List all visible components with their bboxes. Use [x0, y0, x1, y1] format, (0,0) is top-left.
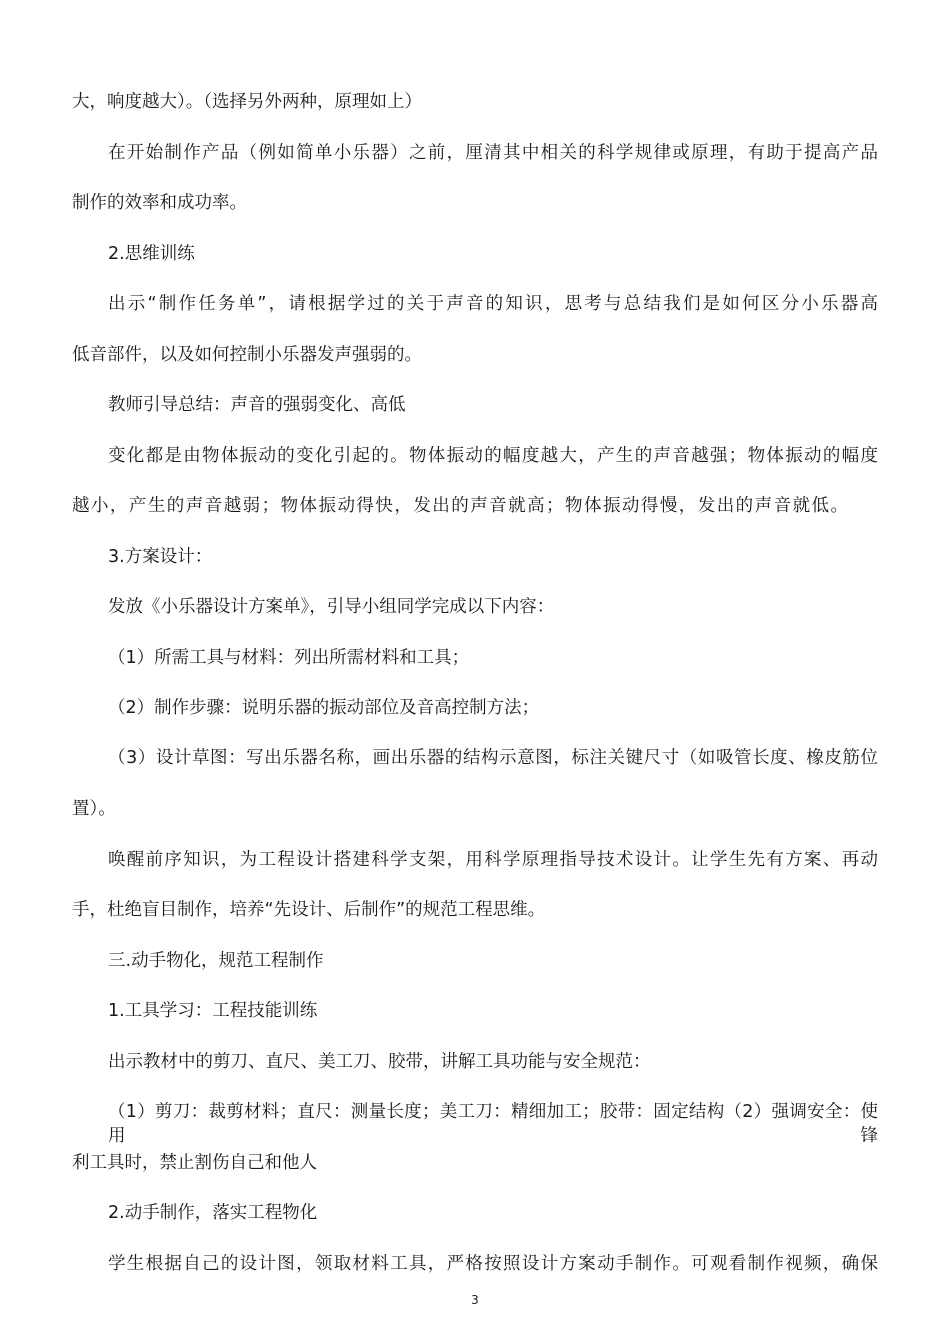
text-line: 学生根据自己的设计图，领取材料工具，严格按照设计方案动手制作。可观看制作视频，确保 [108, 1254, 878, 1274]
text-line: 变化都是由物体振动的变化引起的。物体振动的幅度越大，产生的声音越强；物体振动的幅度 [108, 446, 878, 466]
text-line: 大，响度越大）。（选择另外两种，原理如上） [72, 92, 422, 112]
text-line: 置）。 [72, 799, 116, 819]
section-heading: 2.思维训练 [108, 244, 195, 264]
text-line: 低音部件，以及如何控制小乐器发声强弱的。 [72, 345, 422, 365]
section-heading: 2.动手制作，落实工程物化 [108, 1203, 318, 1223]
list-item: （3）设计草图：写出乐器名称，画出乐器的结构示意图，标注关键尺寸（如吸管长度、橡皮筋位 [108, 748, 878, 768]
page-number: 3 [471, 1293, 479, 1307]
text-line: 发放《小乐器设计方案单》，引导小组同学完成以下内容： [108, 597, 555, 617]
text-line: 越小，产生的声音越弱；物体振动得快，发出的声音就高；物体振动得慢，发出的声音就低。 [72, 496, 848, 516]
list-item: （2）制作步骤：说明乐器的振动部位及音高控制方法； [108, 698, 540, 718]
text-line: 在开始制作产品（例如简单小乐器）之前，厘清其中相关的科学规律或原理，有助于提高产品 [108, 143, 878, 163]
list-item: （1）剪刀：裁剪材料；直尺：测量长度；美工刀：精细加工；胶带：固定结构（2）强调安全：使用锋 [108, 1102, 878, 1146]
section-heading: 1.工具学习：工程技能训练 [108, 1001, 318, 1021]
text-line: 唤醒前序知识，为工程设计搭建科学支架，用科学原理指导技术设计。让学生先有方案、再动 [108, 850, 878, 870]
text-line: 出示教材中的剪刀、直尺、美工刀、胶带，讲解工具功能与安全规范： [108, 1052, 651, 1072]
text-line: 教师引导总结：声音的强弱变化、高低 [108, 395, 406, 415]
text-line: 出示“制作任务单”，请根据学过的关于声音的知识，思考与总结我们是如何区分小乐器高 [108, 294, 878, 314]
text-line: 制作的效率和成功率。 [72, 193, 247, 213]
list-item: （1）所需工具与材料：列出所需材料和工具； [108, 648, 470, 668]
text-line: 手，杜绝盲目制作，培养“先设计、后制作”的规范工程思维。 [72, 900, 546, 920]
section-heading: 三.动手物化，规范工程制作 [108, 951, 324, 971]
text-line: 利工具时，禁止割伤自己和他人 [72, 1153, 317, 1173]
section-heading: 3.方案设计： [108, 547, 213, 567]
